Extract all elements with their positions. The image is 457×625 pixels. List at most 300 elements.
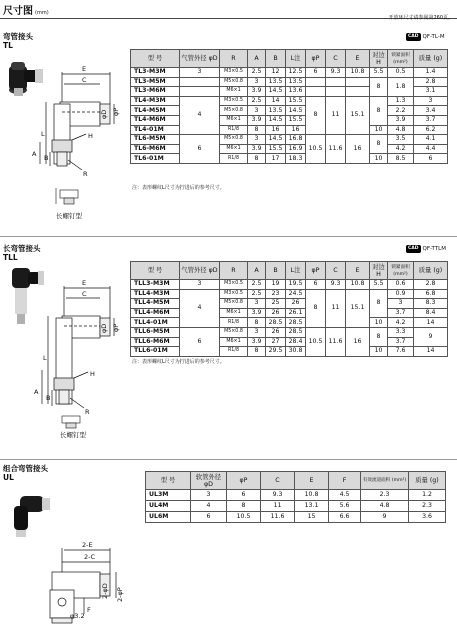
col-area: 锁紧面积 (mm²): [388, 50, 414, 68]
cell-mass: 2.8: [414, 77, 448, 87]
cell-h: 10: [370, 347, 388, 357]
cell-f: 4.5: [329, 490, 361, 501]
col-mass: 质量 (g): [409, 472, 446, 490]
cell-r: M3×0.5: [220, 280, 248, 290]
illus-caption: 长螺钉型: [60, 431, 86, 439]
dim-p: φP: [112, 107, 120, 116]
col-tube-od: 气管外径 φD: [180, 50, 220, 68]
col-tube-od: 气管外径 φD: [180, 262, 220, 280]
cell-h: 10: [370, 125, 388, 135]
cell-p: 6: [306, 68, 326, 78]
cell-h: 8: [370, 327, 388, 346]
cell-a: 3.9: [248, 308, 266, 318]
dim-e: E: [82, 279, 87, 287]
cell-b: 14: [266, 96, 286, 106]
dim-2e: 2-E: [82, 541, 93, 549]
cell-area: 0.6: [388, 280, 414, 290]
cell-a: 3: [248, 135, 266, 145]
tl-table-body: [131, 68, 448, 164]
cell-e: 13.1: [295, 501, 329, 512]
table-row: [131, 318, 448, 328]
dim-a: A: [32, 150, 37, 158]
cell-mass: 3.4: [414, 106, 448, 116]
page-header: [0, 0, 457, 19]
cell-a: 3: [248, 327, 266, 337]
cell-model: TL3-M5M: [131, 77, 180, 87]
dim-f: F: [87, 606, 91, 614]
cell-area: 9: [361, 512, 409, 523]
dim-2p: 2-φP: [116, 587, 124, 602]
cell-p: 6: [227, 490, 261, 501]
cell-mass: 14: [414, 318, 448, 328]
table-row: [131, 337, 448, 347]
cell-r: M6×1: [220, 87, 248, 97]
cell-c: 9.3: [326, 280, 346, 290]
cell-model: UL6M: [146, 512, 191, 523]
cell-area: 4.2: [388, 318, 414, 328]
table-row: [131, 77, 448, 87]
cell-a: 2.5: [248, 96, 266, 106]
cell-model: TL4-M5M: [131, 106, 180, 116]
page-title-unit: (mm): [35, 10, 49, 16]
cell-e: 10.8: [295, 490, 329, 501]
cell-f: 5.6: [329, 501, 361, 512]
cell-c: 11.6: [326, 135, 346, 164]
cell-c: 9.3: [326, 68, 346, 78]
cell-l: 16.9: [286, 144, 306, 154]
cell-l: 26.1: [286, 308, 306, 318]
dim-r: R: [83, 170, 88, 178]
cell-h: 8: [370, 77, 388, 96]
dim-p: φP: [112, 323, 120, 332]
cell-d: 3: [191, 490, 227, 501]
cell-a: 3: [248, 106, 266, 116]
cell-c: 9.3: [261, 490, 295, 501]
cell-h: 8: [370, 289, 388, 318]
section-ul: [0, 464, 457, 624]
cell-mass: 2.8: [414, 280, 448, 290]
tll-illustration: [2, 260, 130, 440]
cell-b: 27: [266, 337, 286, 347]
dim-c: C: [82, 76, 87, 84]
tll-photo: [12, 268, 44, 324]
cell-l: 13.5: [286, 77, 306, 87]
cell-area: 1.8: [388, 77, 414, 96]
table-row: [131, 280, 448, 290]
cell-d: 3: [180, 68, 220, 78]
cell-b: 13.5: [266, 106, 286, 116]
cell-mass: 3.1: [414, 87, 448, 97]
cell-h: 10: [370, 154, 388, 164]
section-title-text: 组合弯管接头: [3, 464, 48, 473]
cell-d: [180, 87, 220, 97]
cell-b: 28.5: [266, 318, 286, 328]
cell-model: TL4-01M: [131, 125, 180, 135]
cell-area: 4.8: [388, 125, 414, 135]
col-model: 型 号: [146, 472, 191, 490]
tl-long-screw-view: [56, 188, 78, 204]
cell-e: 10.8: [346, 280, 370, 290]
cell-mass: 4.1: [414, 135, 448, 145]
cell-model: TLL3-M3M: [131, 280, 180, 290]
section-title: [3, 464, 48, 482]
col-c: C: [261, 472, 295, 490]
cell-model: TL6-01M: [131, 154, 180, 164]
cell-a: 8: [248, 125, 266, 135]
cell-r: M5×0.8: [220, 106, 248, 116]
cell-area: 3: [388, 299, 414, 309]
cell-l: 28.4: [286, 337, 306, 347]
cell-model: TLL4-M3M: [131, 289, 180, 299]
cell-model: TL6-M6M: [131, 144, 180, 154]
cell-a: 2.5: [248, 68, 266, 78]
table-row: [131, 144, 448, 154]
section-divider: [0, 236, 457, 237]
cell-r: M5×0.8: [220, 327, 248, 337]
cell-p: [306, 77, 326, 87]
cell-l: 28.5: [286, 327, 306, 337]
cell-mass: 1.4: [414, 68, 448, 78]
table-row: [131, 115, 448, 125]
cell-c: 11: [326, 289, 346, 327]
cell-area: 1.3: [388, 96, 414, 106]
table-row: [131, 327, 448, 337]
col-e: E: [295, 472, 329, 490]
cell-e: 15.1: [346, 96, 370, 134]
section-code: UL: [3, 473, 14, 482]
col-h: 对边 H: [370, 50, 388, 68]
cell-area: 3.7: [388, 337, 414, 347]
cell-h: 8: [370, 96, 388, 125]
dim-b: B: [46, 394, 51, 402]
cell-mass: 6.2: [414, 125, 448, 135]
cell-b: 16: [266, 125, 286, 135]
cell-d: 6: [180, 135, 220, 164]
col-mass: 质量 (g): [414, 50, 448, 68]
cell-l: 16: [286, 125, 306, 135]
cell-l: 24.5: [286, 289, 306, 299]
cell-a: 8: [248, 347, 266, 357]
cell-e: 10.8: [346, 68, 370, 78]
cell-f: 6.6: [329, 512, 361, 523]
col-model: 型 号: [131, 262, 180, 280]
dim-l: L: [43, 354, 47, 362]
cell-d: 6: [180, 327, 220, 356]
page-title-text: 尺寸图: [3, 6, 33, 17]
table-header-row: [146, 472, 446, 490]
cell-l: 30.8: [286, 347, 306, 357]
table-row: [131, 154, 448, 164]
cell-area: 4.2: [388, 144, 414, 154]
cad-icon: CAD: [408, 246, 419, 251]
cell-r: M3×0.5: [220, 68, 248, 78]
cell-area: 3.5: [388, 135, 414, 145]
cell-r: M6×1: [220, 144, 248, 154]
cell-l: 26: [286, 299, 306, 309]
section-tl: [0, 32, 457, 227]
page-note: 开放环尺寸请参阅第260页。: [388, 15, 453, 21]
cell-model: TLL6-M6M: [131, 337, 180, 347]
cell-model: TLL4-M5M: [131, 299, 180, 309]
dim-d: φD: [100, 109, 108, 119]
cell-mass: 3.6: [409, 512, 446, 523]
cell-b: 26: [266, 327, 286, 337]
col-e: E: [346, 50, 370, 68]
cell-a: 3: [248, 299, 266, 309]
cell-c: 11: [326, 96, 346, 134]
cell-c: 11.6: [326, 327, 346, 356]
cell-l: 12.5: [286, 68, 306, 78]
cell-p: 10.5: [306, 135, 326, 164]
cell-mass: 1.2: [409, 490, 446, 501]
dim-r: R: [85, 408, 90, 416]
cell-area: 4.8: [361, 501, 409, 512]
cell-e: 16: [346, 327, 370, 356]
cell-mass: 3.7: [414, 115, 448, 125]
cell-area: 2.3: [361, 490, 409, 501]
cell-p: 8: [306, 289, 326, 327]
cell-p: [306, 87, 326, 97]
table-row: [131, 96, 448, 106]
dim-a: A: [34, 388, 39, 396]
ul-photo: [14, 496, 50, 537]
table-row: [131, 308, 448, 318]
cell-area: 3.7: [388, 308, 414, 318]
table-row: [131, 135, 448, 145]
col-a: A: [248, 262, 266, 280]
cell-p: 8: [306, 96, 326, 134]
cell-r: M3×0.5: [220, 289, 248, 299]
cell-h: 5.5: [370, 68, 388, 78]
cell-a: 3.9: [248, 144, 266, 154]
cell-h: 10: [370, 318, 388, 328]
cell-area: 7.6: [388, 347, 414, 357]
cell-l: 19.5: [286, 280, 306, 290]
page-title: [3, 2, 49, 17]
col-l: L注: [286, 50, 306, 68]
col-a: A: [248, 50, 266, 68]
cell-r: R1/8: [220, 125, 248, 135]
tl-spec-table: [130, 49, 448, 164]
tll-spec-table: [130, 261, 448, 357]
cell-h: 8: [370, 135, 388, 154]
col-area: 锁紧面积 (mm²): [388, 262, 414, 280]
cad-download[interactable]: [406, 33, 445, 41]
cell-mass: 9: [414, 327, 448, 346]
cell-r: M6×1: [220, 337, 248, 347]
col-c: C: [326, 262, 346, 280]
cell-h: 5.5: [370, 280, 388, 290]
cell-p: 8: [227, 501, 261, 512]
ul-illustration: [2, 490, 142, 624]
cell-b: 15.5: [266, 144, 286, 154]
section-title-text: 长弯管接头: [3, 244, 41, 253]
cell-mass: 6.8: [414, 289, 448, 299]
cell-mass: 14: [414, 347, 448, 357]
cell-model: TL6-M5M: [131, 135, 180, 145]
cell-e: [346, 77, 370, 87]
tl-photo: [9, 62, 43, 96]
cell-area: 2.2: [388, 106, 414, 116]
cell-d: 4: [180, 96, 220, 134]
dim-2d: 2-φD: [101, 583, 109, 599]
cell-a: 3.9: [248, 337, 266, 347]
tll-dim-labels: [34, 279, 120, 416]
cell-c: 11: [261, 501, 295, 512]
cell-b: 29.5: [266, 347, 286, 357]
col-r: R: [220, 50, 248, 68]
cell-model: TL3-M6M: [131, 87, 180, 97]
cell-c: 11.6: [261, 512, 295, 523]
cell-d: 4: [191, 501, 227, 512]
cell-b: 14.5: [266, 87, 286, 97]
cell-p: 6: [306, 280, 326, 290]
cell-l: 16.8: [286, 135, 306, 145]
cell-r: M5×0.8: [220, 135, 248, 145]
col-p: φP: [306, 50, 326, 68]
cell-d: 4: [180, 289, 220, 327]
table-row: [146, 490, 446, 501]
table-row: [146, 501, 446, 512]
cell-model: TLL6-M5M: [131, 327, 180, 337]
cell-d: [180, 77, 220, 87]
cell-c: [326, 77, 346, 87]
cell-c: [326, 87, 346, 97]
cell-e: 15.1: [346, 289, 370, 327]
cell-b: 14.5: [266, 135, 286, 145]
col-flow-area: 有效流道面积 (mm²): [361, 472, 409, 490]
tl-illustration: [2, 52, 130, 224]
dim-l: L: [41, 130, 45, 138]
col-p: φP: [227, 472, 261, 490]
table-row: [131, 289, 448, 299]
cell-r: M5×0.8: [220, 77, 248, 87]
cell-model: TL4-M3M: [131, 96, 180, 106]
cell-r: R1/8: [220, 347, 248, 357]
ul-table-body: [146, 490, 446, 523]
cell-a: 2.5: [248, 289, 266, 299]
col-model: 型 号: [131, 50, 180, 68]
cell-r: M6×1: [220, 308, 248, 318]
cell-area: 0.5: [388, 68, 414, 78]
cell-model: TL4-M6M: [131, 115, 180, 125]
dim-h: H: [90, 370, 95, 378]
cell-area: 3.3: [388, 327, 414, 337]
table-row: [131, 125, 448, 135]
cell-a: 2.5: [248, 280, 266, 290]
cell-d: 3: [180, 280, 220, 290]
table-header-row: [131, 50, 448, 68]
cell-area: 0.9: [388, 289, 414, 299]
section-title: [3, 32, 33, 50]
cell-a: 8: [248, 318, 266, 328]
col-mass: 质量 (g): [414, 262, 448, 280]
col-l: L注: [286, 262, 306, 280]
cell-e: [346, 87, 370, 97]
cell-mass: 8.3: [414, 299, 448, 309]
col-tube-od: 软管外径 φD: [191, 472, 227, 490]
cell-b: 13.5: [266, 77, 286, 87]
cell-r: M6×1: [220, 115, 248, 125]
cad-download[interactable]: [406, 245, 446, 253]
cell-model: TLL4-M6M: [131, 308, 180, 318]
tll-drawing: [42, 286, 114, 408]
cad-code: QF-TTLM: [422, 246, 446, 252]
cell-a: 3.9: [248, 115, 266, 125]
col-h: 对边 H: [370, 262, 388, 280]
cell-b: 12: [266, 68, 286, 78]
table-row: [131, 299, 448, 309]
dim-e: E: [82, 65, 87, 73]
cell-e: 16: [346, 135, 370, 164]
cell-model: UL3M: [146, 490, 191, 501]
cell-p: 10.5: [227, 512, 261, 523]
cell-l: 28.5: [286, 318, 306, 328]
dim-h: H: [88, 132, 93, 140]
col-b: B: [266, 262, 286, 280]
ul-spec-table: [145, 471, 446, 523]
cell-model: TLL6-01M: [131, 347, 180, 357]
table-footnote: 注：表形螺纹L尺寸为拧进后的参考尺寸。: [132, 359, 225, 365]
col-f: F: [329, 472, 361, 490]
cell-a: 3: [248, 77, 266, 87]
cell-model: UL4M: [146, 501, 191, 512]
cell-r: M3×0.5: [220, 96, 248, 106]
cell-area: 3.9: [388, 115, 414, 125]
cad-icon: CAD: [408, 34, 419, 39]
tl-drawing: [40, 72, 114, 170]
section-code: TLL: [3, 253, 18, 262]
col-b: B: [266, 50, 286, 68]
dim-b: B: [44, 154, 49, 162]
cell-mass: 3: [414, 96, 448, 106]
table-row: [131, 106, 448, 116]
cell-mass: 4.4: [414, 144, 448, 154]
cell-e: 15: [295, 512, 329, 523]
table-header-row: [131, 262, 448, 280]
cell-mass: 6: [414, 154, 448, 164]
cell-a: 8: [248, 154, 266, 164]
cad-code: QF-TL-M: [422, 34, 445, 40]
cell-mass: 2.3: [409, 501, 446, 512]
section-code: TL: [3, 41, 13, 50]
col-r: R: [220, 262, 248, 280]
cell-model: TL3-M3M: [131, 68, 180, 78]
dim-hole: φ3.2: [70, 612, 85, 620]
section-tll: [0, 244, 457, 454]
cell-p: 10.5: [306, 327, 326, 356]
tll-long-screw-view: [62, 416, 80, 428]
table-row: [131, 347, 448, 357]
dim-d: φD: [100, 323, 108, 333]
col-p: φP: [306, 262, 326, 280]
section-divider: [0, 459, 457, 460]
cell-b: 19: [266, 280, 286, 290]
table-footnote: 注：表形螺纹L尺寸为拧进后的参考尺寸。: [132, 185, 225, 191]
cell-a: 3.9: [248, 87, 266, 97]
cell-b: 23: [266, 289, 286, 299]
cell-r: R1/8: [220, 318, 248, 328]
cell-l: 14.5: [286, 106, 306, 116]
col-c: C: [326, 50, 346, 68]
cell-l: 13.6: [286, 87, 306, 97]
cell-area: 8.5: [388, 154, 414, 164]
cell-r: R1/8: [220, 154, 248, 164]
section-title-text: 弯管接头: [3, 32, 33, 41]
cell-b: 26: [266, 308, 286, 318]
table-row: [131, 68, 448, 78]
cell-model: TLL4-01M: [131, 318, 180, 328]
